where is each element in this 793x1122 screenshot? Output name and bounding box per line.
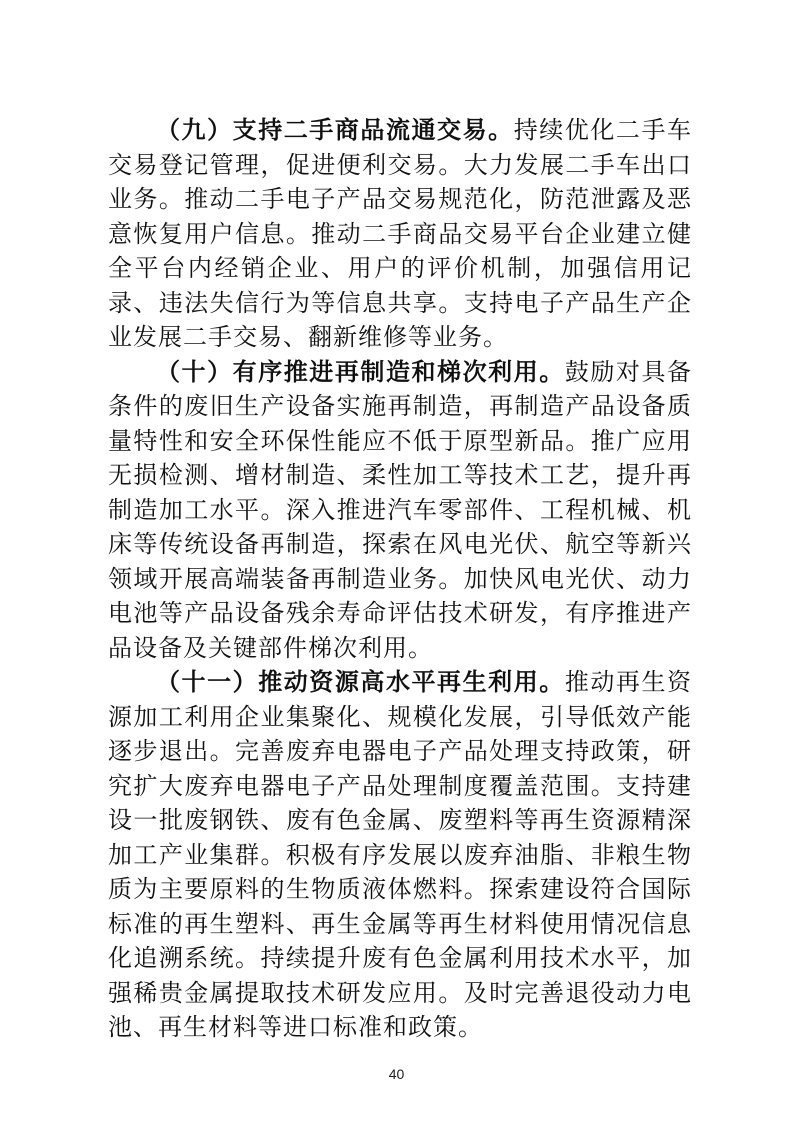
document-body <box>108 113 692 1045</box>
paragraph-11 <box>108 665 692 1045</box>
paragraph-9 <box>108 113 692 355</box>
paragraph-heading: （十）有序推进再制造和梯次利用。 <box>156 357 565 386</box>
paragraph-10 <box>108 355 692 666</box>
paragraph-heading: （十一）推动资源高水平再生利用。 <box>156 668 565 696</box>
paragraph-heading: （九）支持二手商品流通交易。 <box>156 116 514 144</box>
paragraph-text: 持续优化二手车交易登记管理，促进便利交易。大力发展二手车出口业务。推动二手电子产品交易规范化，防范泄露及恶意恢复用户信息。推动二手商品交易平台企业建立健全平台内经销企业、用户的评价机制，加强信用记录、违法失信行为等信息共享。支持电子产品生产企业发展二手交易、翻新维修等业务。 <box>108 116 693 351</box>
paragraph-text: 鼓励对具备条件的废旧生产设备实施再制造，再制造产品设备质量特性和安全环保性能应不低于原型新品。推广应用无损检测、增材制造、柔性加工等技术工艺，提升再制造加工水平。深入推进汽车零部件、工程机械、机床等传统设备再制造，探索在风电光伏、航空等新兴领域开展高端装备再制造业务。加快风电光伏、动力电池等产品设备残余寿命评估技术研发，有序推进产品设备及关键部件梯次利用。 <box>108 357 693 662</box>
page-number: 40 <box>388 1066 405 1082</box>
paragraph-text: 推动再生资源加工利用企业集聚化、规模化发展，引导低效产能逐步退出。完善废弃电器电子产品处理支持政策，研究扩大废弃电器电子产品处理制度覆盖范围。支持建设一批废钢铁、废有色金属、废塑料等再生资源精深加工产业集群。积极有序发展以废弃油脂、非粮生物质为主要原料的生物质液体燃料。探索建设符合国际标准的再生塑料、再生金属等再生材料使用情况信息化追溯系统。持续提升废有色金属利用技术水平，加强稀贵金属提取技术研发应用。及时完善退役动力电池、再生材料等进口标准和政策。 <box>108 668 693 1041</box>
